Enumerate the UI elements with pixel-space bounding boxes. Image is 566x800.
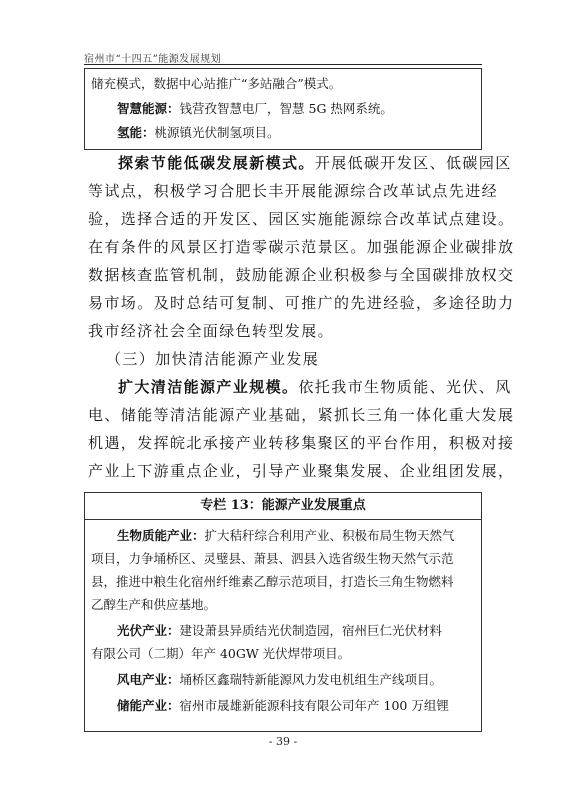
hydrogen-item [117,124,280,142]
box1-line-1: 储充模式，数据中心站推广“多站融合”模式。 [91,76,342,91]
pv-line-2: 有限公司（二期）年产 40GW 光伏焊带项目。 [91,646,351,661]
wind-text: 埇桥区鑫瑞特新能源风力发电机组生产线项目。 [179,672,443,687]
biomass-line-4: 乙醇生产和供应基地。 [91,597,217,612]
storage-line [117,697,449,715]
para1-line-2: 等试点，积极学习合肥长丰开展能源综合改革试点先进经 [88,182,499,200]
storage-label: 储能产业： [117,698,180,713]
biomass-line-3: 县，推进中粮生化宿州纤维素乙醇示范项目，打造长三角生物燃料 [91,574,454,589]
hydrogen-text: 桃源镇光伏制氢项目。 [154,125,280,140]
para1-line-5: 数据核查监管机制，鼓励能源企业积极参与全国碳排放权交 [88,266,515,284]
para1-line-6: 易市场。及时总结可复制、可推广的先进经验，多途径助力 [88,294,515,312]
section-heading: （三）加快清洁能源产业发展 [106,350,320,368]
pv-line1-text: 建设萧县异质结光伏制造园，宿州巨仁光伏材料 [179,623,443,638]
smart-energy-item [117,100,393,118]
para1-line1-rest: 开展低碳开发区、低碳园区 [314,154,512,172]
continued-column-box [84,68,482,150]
column-13-title: 专栏 13：能源产业发展重点 [85,493,481,520]
biomass-line-2: 项目，力争埇桥区、灵璧县、萧县、泗县入选省级生物天然气示范 [91,551,454,566]
biomass-line1-text: 扩大秸秆综合利用产业、积极布局生物天然气 [204,528,455,543]
biomass-label: 生物质能产业： [117,528,205,543]
running-header: 宿州市“十四五”能源发展规划 [84,54,222,65]
column-13-box [84,492,482,732]
page-number: - 39 - [268,735,298,748]
storage-text: 宿州市晟雄新能源科技有限公司年产 100 万组锂 [179,698,449,713]
smart-energy-text: 钱营孜智慧电厂，智慧 5G 热网系统。 [179,101,393,116]
para1-line-7: 我市经济社会全面绿色转型发展。 [88,322,335,340]
pv-label: 光伏产业： [117,623,180,638]
para2-line-1 [118,376,512,398]
para1-line-3: 验，选择合适的开发区、园区实施能源综合改革试点建设。 [88,210,515,228]
para2-line-4: 产业上下游重点企业，引导产业聚集发展、企业组团发展， [88,462,515,480]
wind-line [117,671,442,689]
hydrogen-label: 氢能： [117,125,155,140]
para1-line-1 [118,152,512,174]
para1-line-4: 在有条件的风景区打造零碳示范景区。加强能源企业碳排放 [88,238,515,256]
pv-line-1 [117,622,442,640]
para2-line-2: 电、储能等清洁能源产业基础，紧抓长三角一体化重大发展 [88,406,515,424]
para2-line1-rest: 依托我市生物质能、光伏、风 [298,378,512,396]
para2-line-3: 机遇，发挥皖北承接产业转移集聚区的平台作用，积极对接 [88,434,515,452]
biomass-line-1 [117,527,455,545]
para1-lead: 探索节能低碳发展新模式。 [118,154,315,172]
wind-label: 风电产业： [117,672,180,687]
header-rule [84,64,482,65]
smart-energy-label: 智慧能源： [117,101,180,116]
para2-lead: 扩大清洁能源产业规模。 [118,378,299,396]
